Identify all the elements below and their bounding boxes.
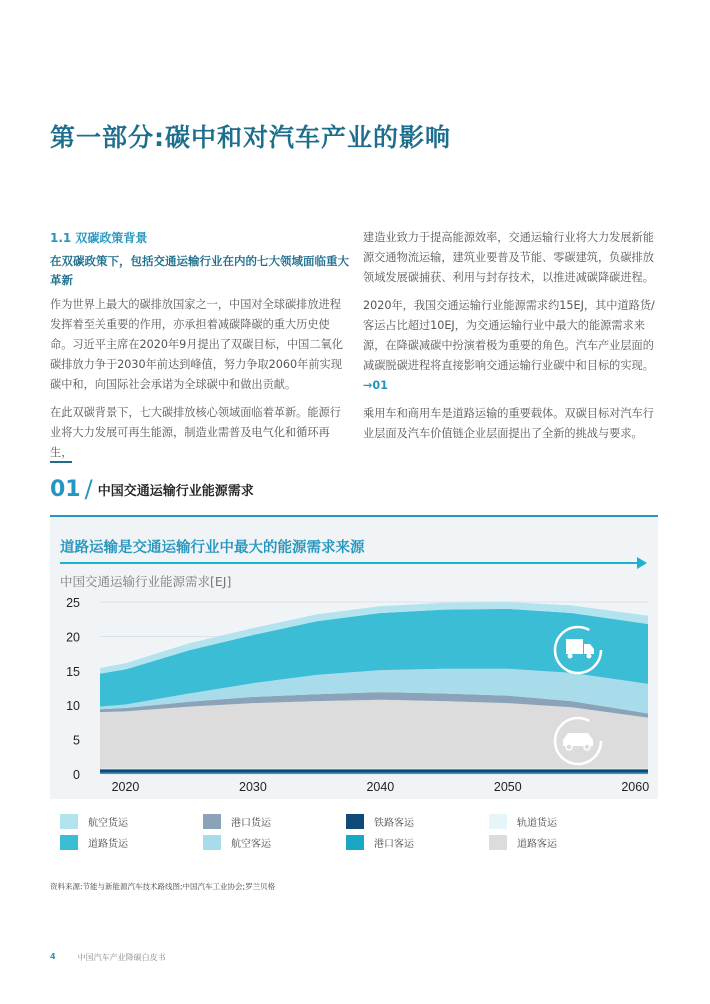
legend-label: 港口货运 (231, 818, 271, 829)
legend-item (203, 814, 346, 829)
y-tick-label: 25 (66, 596, 80, 610)
legend-item (489, 835, 632, 850)
chart-slash: / (84, 475, 93, 503)
legend-item (203, 835, 346, 850)
chart-headline: 道路运输是交通运输行业中最大的能源需求来源 (60, 540, 365, 556)
paragraph: 在此双碳背景下，七大碳排放核心领域面临着革新。能源行业将大力发展可再生能源，制造业需普及电气化和循环再生， (50, 406, 341, 459)
legend-label: 港口客运 (374, 839, 414, 850)
section-number: 1.1 双碳政策背景 (50, 231, 148, 245)
paragraph-text: 2020年，我国交通运输行业能源需求约15EJ，其中道路货/客运占比超过10EJ，为交通运输行业中最大的能源需求来源，在降碳减碳中扮演着极为重要的角色。汽车产业层面的减碳脱碳进程将直接影响交通运输行业碳中和目标的实现。 (363, 299, 655, 372)
legend-label: 轨道货运 (517, 818, 557, 829)
legend-swatch (489, 814, 507, 829)
legend-label: 铁路客运 (374, 818, 414, 829)
legend-swatch (60, 814, 78, 829)
y-tick-label: 15 (66, 664, 80, 679)
legend-label: 道路客运 (517, 839, 557, 850)
legend-swatch (203, 835, 221, 850)
publication-name: 中国汽车产业降碳白皮书 (77, 953, 166, 962)
page-footer (50, 952, 166, 963)
legend-item (60, 835, 203, 850)
legend-item (60, 814, 203, 829)
area-轨道货运 (100, 769, 648, 770)
legend-label: 航空客运 (231, 839, 271, 850)
y-tick-label: 0 (73, 768, 80, 782)
paragraph: 乘用车和商用车是道路运输的重要载体。双碳目标对汽车行业层面及汽车价值链企业层面提出了全新的挑战与要求。 (363, 407, 654, 440)
chart-title: 中国交通运输行业能源需求 (97, 483, 254, 499)
x-tick-label: 2040 (366, 780, 395, 794)
chart-reference-link[interactable]: →01 (363, 379, 388, 392)
page-title: 第一部分:碳中和对汽车产业的影响 (50, 123, 451, 152)
legend-swatch (346, 814, 364, 829)
chart-ylabel: 中国交通运输行业能源需求[EJ] (60, 574, 232, 589)
legend-swatch (346, 835, 364, 850)
chart-legend (60, 814, 650, 850)
y-tick-label: 5 (73, 733, 80, 748)
chart-number: 01 (50, 476, 81, 502)
source-note: 资料来源:节能与新能源汽车技术路线图;中国汽车工业协会;罗兰贝格 (50, 882, 276, 891)
legend-item (346, 814, 489, 829)
area-道路客运 (100, 700, 648, 769)
legend-swatch (203, 814, 221, 829)
x-tick-label: 2030 (239, 780, 267, 794)
paragraph: 建造业致力于提高能源效率，交通运输行业将大力发展新能源交通物流运输，建筑业要普及节能、零碳建筑，负碳排放领域发展碳捕获、利用与封存技术，以推进减碳降碳进程。 (363, 231, 654, 284)
legend-item (346, 835, 489, 850)
x-tick-label: 2050 (493, 780, 522, 794)
legend-swatch (60, 835, 78, 850)
y-tick-label: 10 (66, 699, 80, 714)
page-number: 4 (50, 952, 56, 961)
x-tick-label: 2020 (111, 780, 140, 794)
section-subtitle: 在双碳政策下，包括交通运输行业在内的七大领域面临重大革新 (50, 254, 349, 287)
area-铁路客运 (100, 769, 648, 772)
x-tick-label: 2060 (621, 780, 650, 794)
legend-label: 航空货运 (88, 818, 128, 829)
area-港口客运 (100, 773, 648, 774)
y-tick-label: 20 (66, 630, 80, 645)
legend-swatch (489, 835, 507, 850)
legend-label: 道路货运 (88, 839, 128, 850)
legend-item (489, 814, 632, 829)
paragraph: 作为世界上最大的碳排放国家之一，中国对全球碳排放进程发挥着至关重要的作用，亦承担着减碳降碳的重大历史使命。习近平主席在2020年9月提出了双碳目标，中国二氧化碳排放力争于2030年前达到峰值，努力争取2060年前实现碳中和，向国际社会承诺为全球碳中和做出贡献。 (50, 298, 343, 391)
